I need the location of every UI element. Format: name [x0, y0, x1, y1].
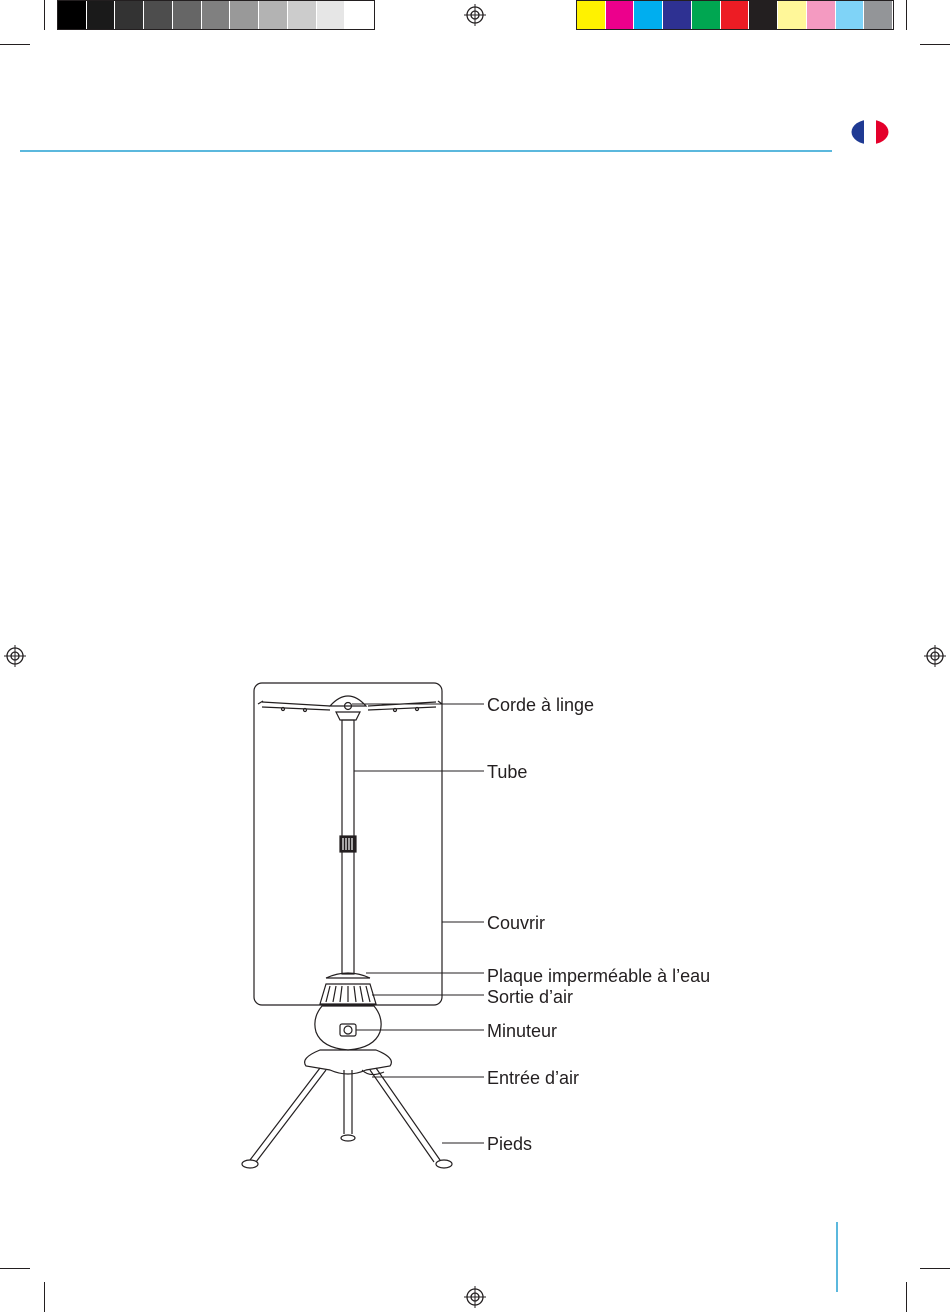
- color-swatch: [606, 1, 635, 29]
- color-swatch: [836, 1, 865, 29]
- label-feet: Pieds: [487, 1134, 533, 1154]
- leg-left: [250, 1068, 326, 1162]
- label-air-outlet: Sortie d’air: [487, 987, 574, 1007]
- registration-mark-icon: [464, 1286, 486, 1308]
- color-swatch: [749, 1, 778, 29]
- leader-lines: [340, 690, 490, 1160]
- registration-mark-icon: [924, 645, 946, 667]
- color-swatch: [115, 1, 144, 29]
- header-rule: [20, 150, 832, 152]
- foot-right: [436, 1160, 452, 1168]
- france-flag-icon: [851, 119, 889, 145]
- color-swatch: [87, 1, 116, 29]
- color-swatch: [634, 1, 663, 29]
- color-swatch: [721, 1, 750, 29]
- label-tube: Tube: [487, 762, 528, 782]
- registration-mark-icon: [4, 645, 26, 667]
- label-clothesline: Corde à linge: [487, 695, 595, 715]
- color-swatch: [288, 1, 317, 29]
- color-swatch: [58, 1, 87, 29]
- color-swatch: [259, 1, 288, 29]
- label-cover: Couvrir: [487, 913, 546, 933]
- label-timer: Minuteur: [487, 1021, 558, 1041]
- color-swatch: [202, 1, 231, 29]
- color-swatch: [778, 1, 807, 29]
- color-swatch: [345, 1, 374, 29]
- foot-left: [242, 1160, 258, 1168]
- color-swatch: [864, 1, 893, 29]
- color-swatch: [230, 1, 259, 29]
- footer-rule: [836, 1222, 838, 1292]
- color-swatch: [663, 1, 692, 29]
- registration-mark-icon: [464, 4, 486, 26]
- color-swatch: [317, 1, 346, 29]
- color-swatch: [577, 1, 606, 29]
- label-air-inlet: Entrée d’air: [487, 1068, 580, 1088]
- label-waterproof-plate: Plaque imperméable à l’eau: [487, 966, 711, 986]
- color-swatch: [807, 1, 836, 29]
- color-swatch: [144, 1, 173, 29]
- color-swatch: [173, 1, 202, 29]
- color-swatch: [692, 1, 721, 29]
